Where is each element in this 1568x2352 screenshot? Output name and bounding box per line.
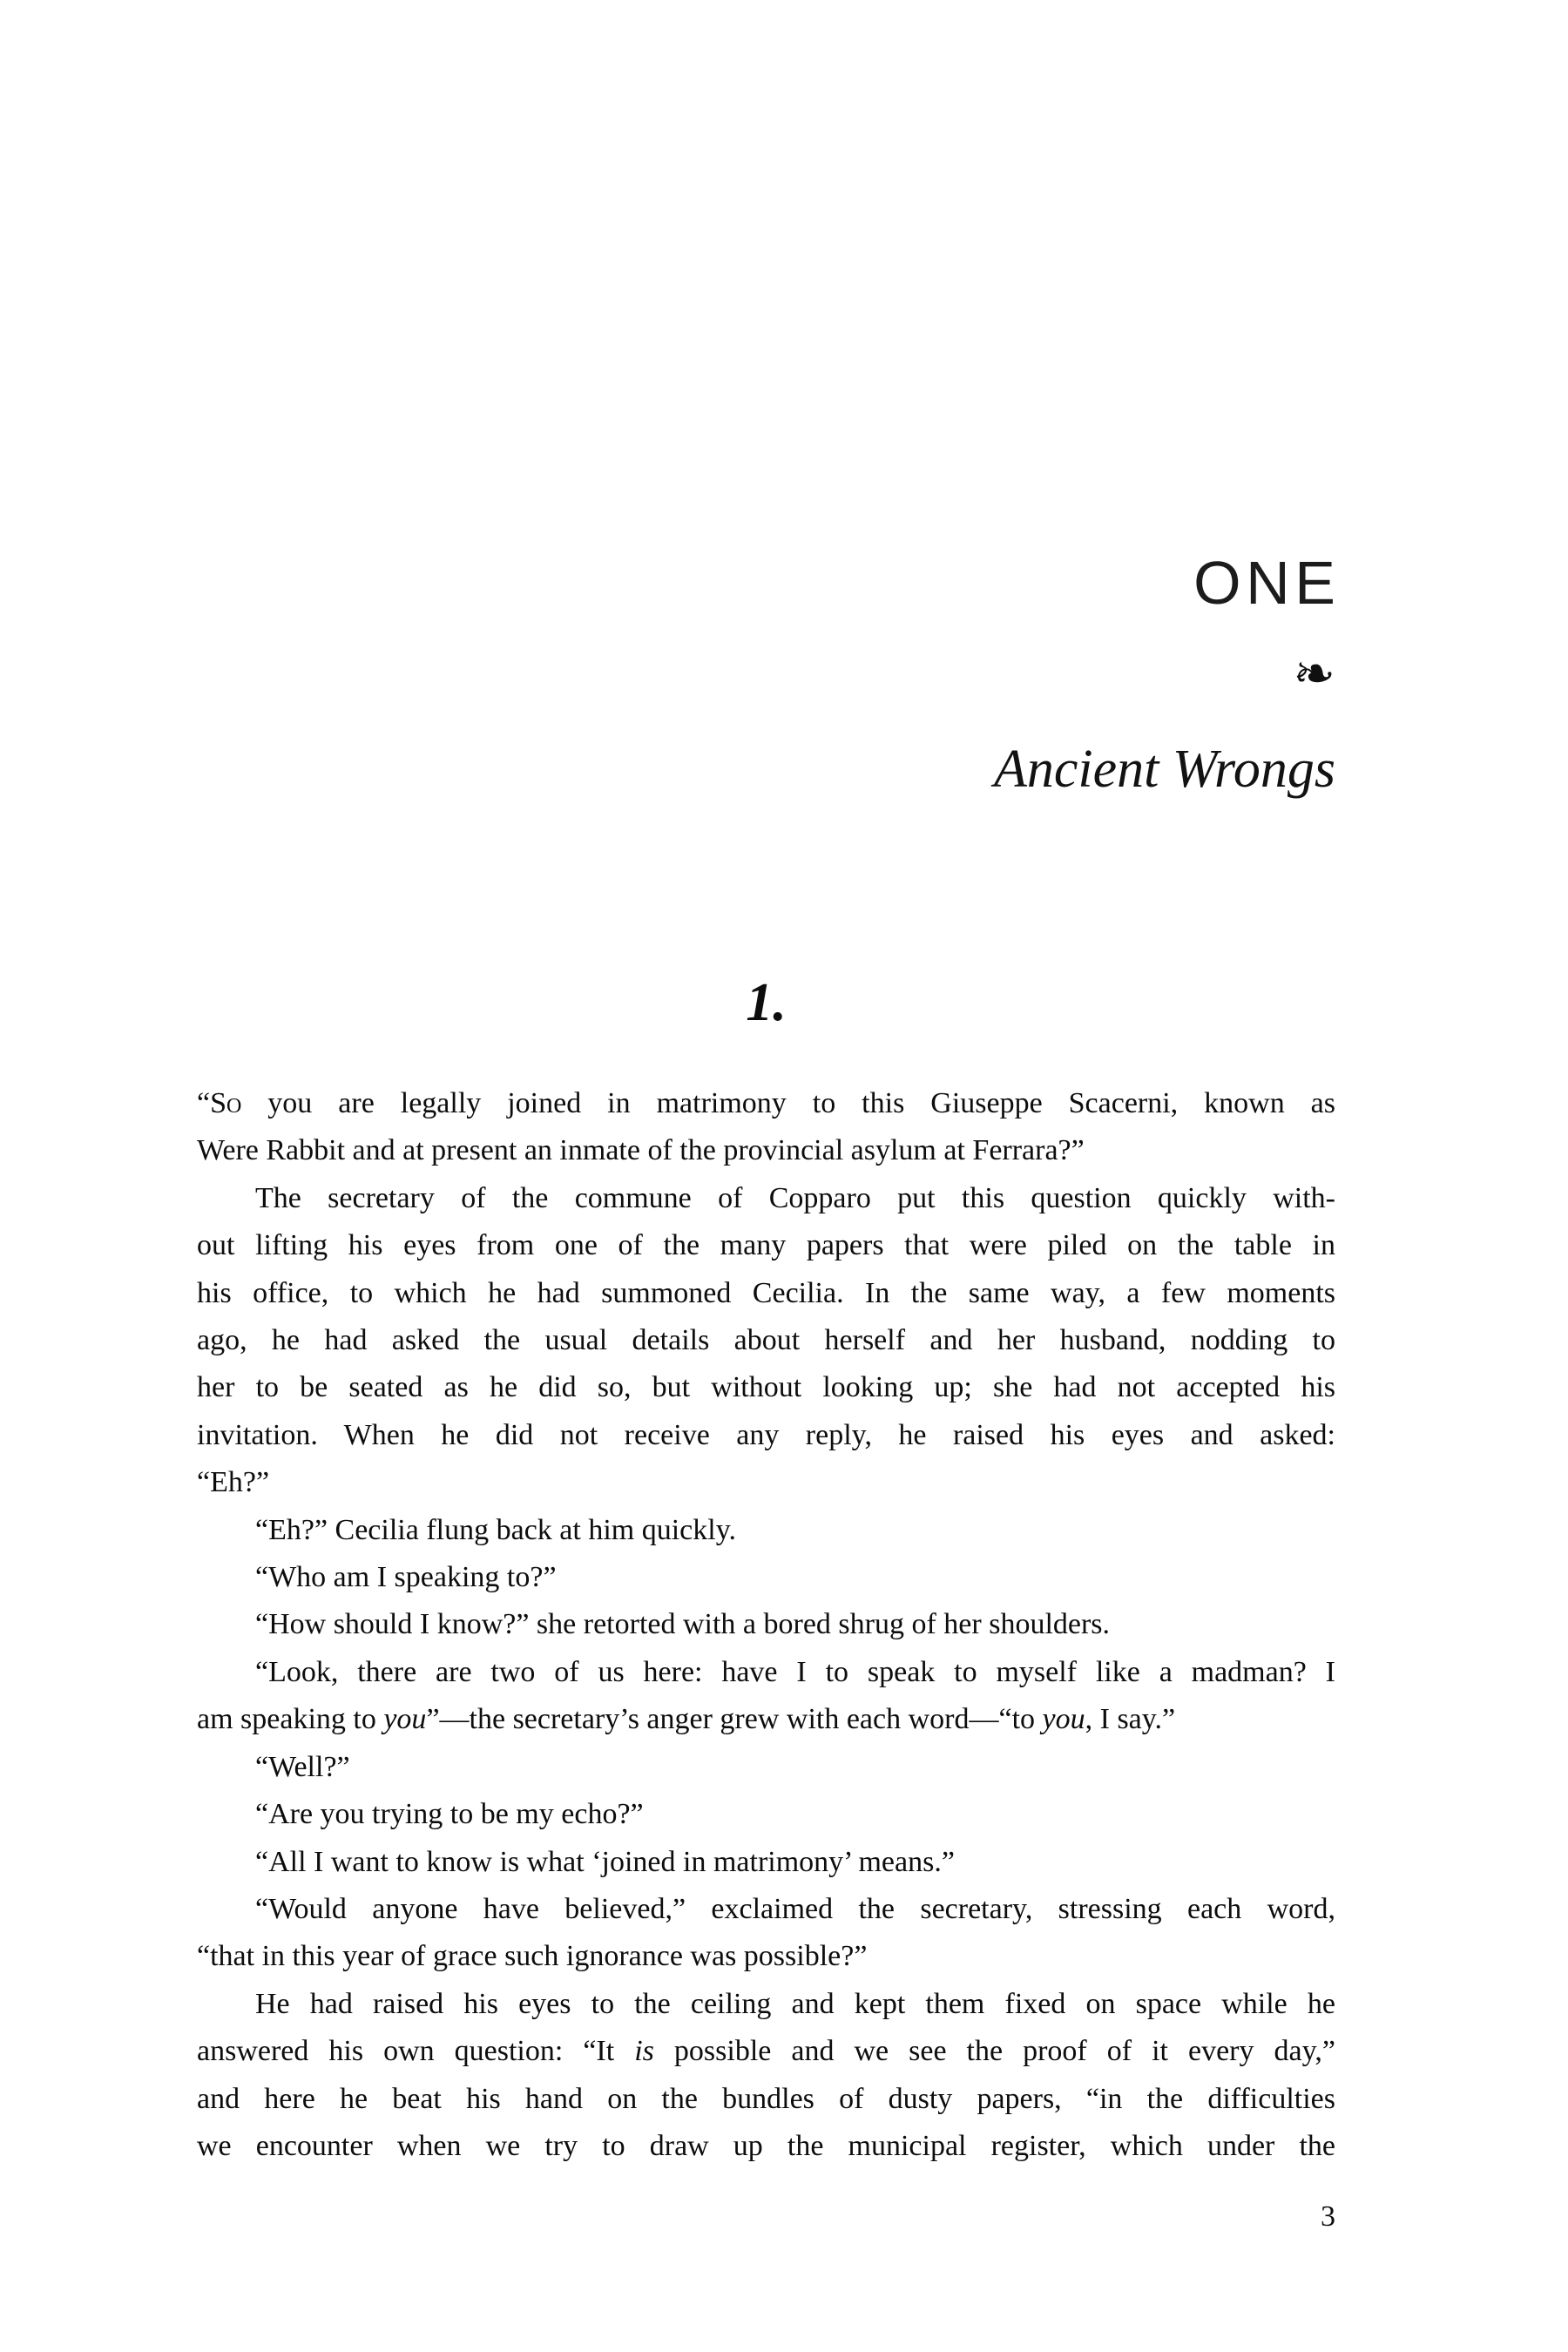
- chapter-number-text: ONE: [1193, 549, 1341, 617]
- body-line: “Well?”: [255, 1750, 350, 1783]
- body-line: “How should I know?” she retorted with a bored shrug of her shoulders.: [255, 1608, 1111, 1641]
- page-number: 3: [1321, 2200, 1335, 2233]
- body-line: Were Rabbit and at present an inmate of the provincial asylum at Ferrara?”: [197, 1134, 1085, 1167]
- chapter-number: [197, 549, 1341, 617]
- body-line: out lifting his eyes from one of the many papers that were piled on the table in: [197, 1229, 1335, 1262]
- body-line: He had raised his eyes to the ceiling and kept them fixed on space while he: [255, 1987, 1335, 2020]
- body-line: ago, he had asked the usual details about herself and her husband, nodding to: [197, 1324, 1335, 1357]
- body-line: “So you are legally joined in matrimony to this Giuseppe Scacerni, known as: [197, 1087, 1335, 1119]
- body-line: The secretary of the commune of Copparo put this question quickly with-: [255, 1181, 1335, 1214]
- body-line: and here he beat his hand on the bundles of dusty papers, “in the difficulties: [197, 2082, 1335, 2115]
- chapter-ornament-icon: ❧: [1293, 644, 1335, 703]
- body-line: “that in this year of grace such ignorance was possible?”: [197, 1940, 868, 1973]
- body-line: we encounter when we try to draw up the municipal register, which under the: [197, 2129, 1335, 2162]
- body-line: invitation. When he did not receive any reply, he raised his eyes and asked:: [197, 1418, 1335, 1451]
- body-line: her to be seated as he did so, but without looking up; she had not accepted his: [197, 1371, 1335, 1404]
- body-line: am speaking to you”—the secretary’s anger grew with each word—“to you, I say.”: [197, 1703, 1176, 1736]
- body-line: “Look, there are two of us here: have I to speak to myself like a madman? I: [255, 1655, 1335, 1688]
- body-line: answered his own question: “It is possible and we see the proof of it every day,”: [197, 2035, 1335, 2068]
- chapter-title: Ancient Wrongs: [993, 740, 1335, 799]
- body-line: “Would anyone have believed,” exclaimed the secretary, stressing each word,: [255, 1892, 1335, 1925]
- body-line: “All I want to know is what ‘joined in matrimony’ means.”: [255, 1845, 955, 1878]
- body-text: [197, 1080, 1335, 2170]
- body-line: “Are you trying to be my echo?”: [255, 1798, 644, 1831]
- body-line: his office, to which he had summoned Cecilia. In the same way, a few moments: [197, 1276, 1335, 1309]
- body-line: “Eh?” Cecilia flung back at him quickly.: [255, 1513, 736, 1546]
- section-number: 1.: [746, 973, 787, 1032]
- body-line: “Who am I speaking to?”: [255, 1561, 557, 1594]
- body-line: “Eh?”: [197, 1466, 270, 1499]
